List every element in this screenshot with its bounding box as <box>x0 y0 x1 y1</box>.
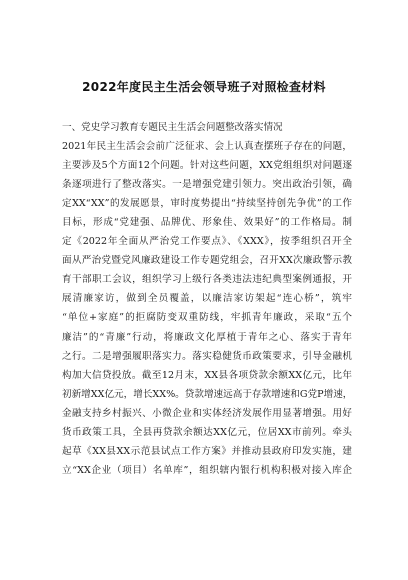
body-line: 起草《XX县XX示范县试点工作方案》并推动县政府印发实施，建 <box>62 445 352 457</box>
document-body <box>62 118 352 480</box>
body-line: 之行。二是增强履职落实力。落实稳健货币政策要求，引导金融机 <box>62 350 352 362</box>
body-line: “单位+家庭”的拒腐防变双重防线，牢抓青年廉政，采取“五个 <box>62 312 352 324</box>
body-line: 主要涉及5个方面12个问题。针对这些问题，XX党组组织对问题逐 <box>62 160 352 172</box>
body-line: 展清廉家访，做到全员覆盖，以廉洁家访架起“连心桥”，筑牢 <box>62 293 352 305</box>
body-line: 条逐项进行了整改落实。一是增强党建引领力。突出政治引领，确 <box>62 179 352 191</box>
body-line: 廉洁”的“青廉”行动，将廉政文化厚植于青年之心、落实于青年 <box>62 331 352 343</box>
document-title: 2022年度民主生活会领导班子对照检查材料 <box>82 80 326 94</box>
body-line: 定XX“XX”的发展愿景，审时度势提出“持续坚持创先争优”的工作 <box>62 198 352 210</box>
body-line: 育干部职工会议，组织学习上级行各类违法违纪典型案例通报，开 <box>62 274 352 286</box>
body-line: 构加大信贷投放。截至12月末，XX县各项贷款余额XX亿元，比年 <box>62 369 352 381</box>
section-heading: 一、党史学习教育专题民主生活会问题整改落实情况 <box>62 122 283 133</box>
body-line: 立“XX企业（项目）名单库”，组织辖内银行机构积极对接入库企 <box>62 464 352 476</box>
body-line: 定《2022年全面从严治党工作要点》、《XXX》，按季组织召开全 <box>62 236 352 248</box>
body-line: 金融支持乡村振兴、小微企业和实体经济发展作用显著增强。用好 <box>62 407 352 419</box>
body-line: 2021年民主生活会会前广泛征求、会上认真查摆班子存在的问题， <box>62 141 352 153</box>
body-line: 初新增XX亿元，增长XX%。贷款增速远高于存款增速和G党P增速， <box>62 388 352 400</box>
body-line: 货币政策工具，全县再贷款余额达XX亿元，位居XX市前列。牵头 <box>62 426 352 438</box>
body-line: 面从严治党暨党风廉政建设工作专题党组会，召开XX次廉政警示教 <box>62 255 352 267</box>
body-line: 目标，形成“党建强、品牌优、形象佳、效果好”的工作格局。制 <box>62 217 352 229</box>
